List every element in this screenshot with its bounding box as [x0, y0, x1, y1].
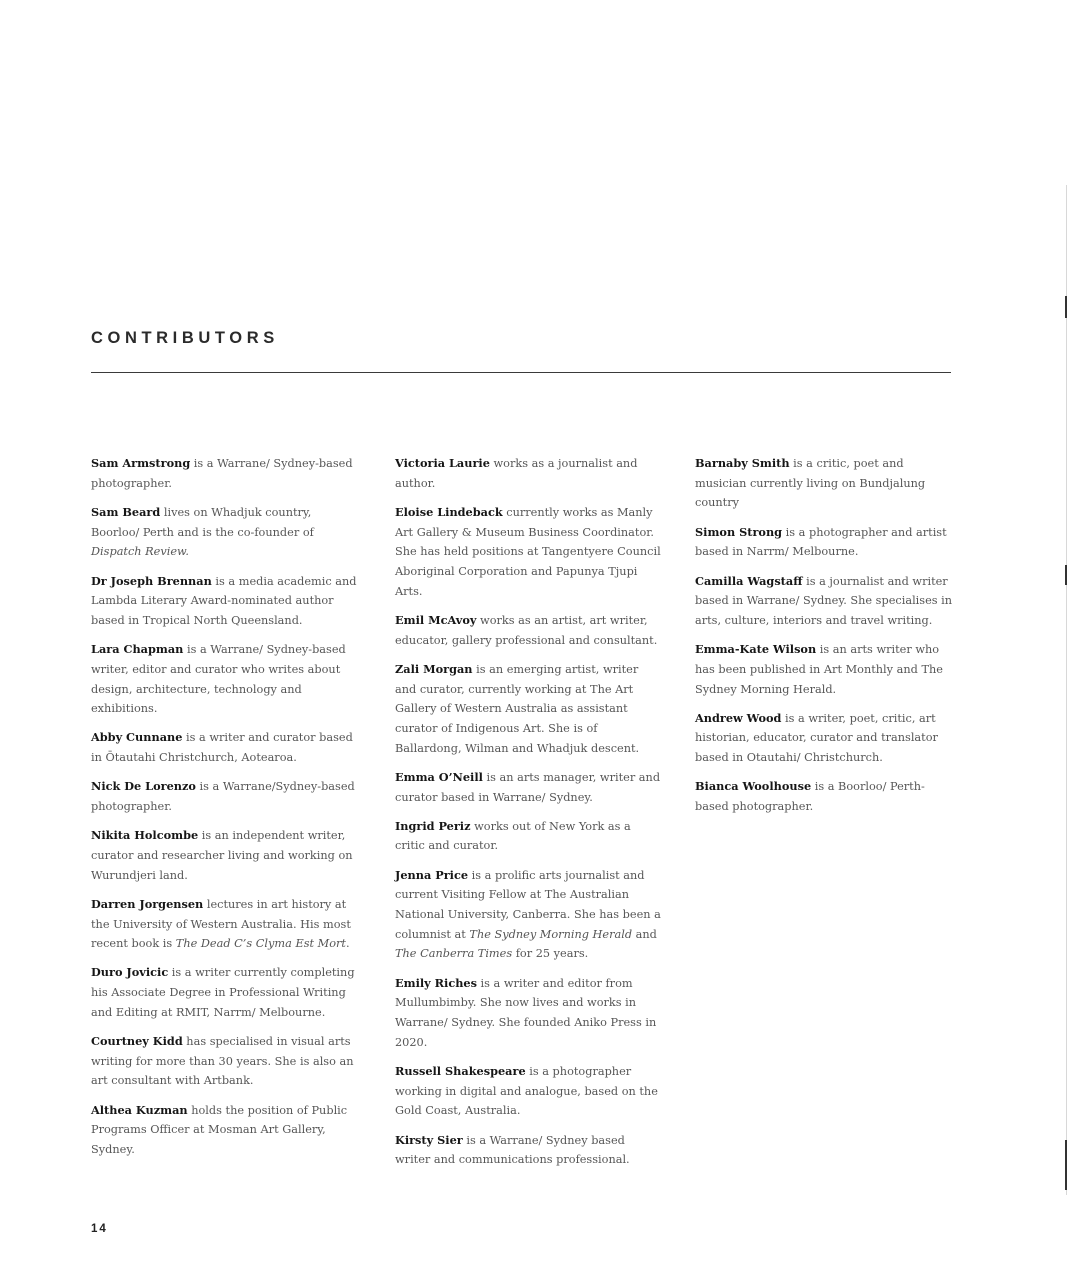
contributor-bio: has specialised in visual arts writing for more than 30 years. She is also an art consultant with Artbank. — [91, 1035, 354, 1088]
contributor-bio: is a writer currently completing his Associate Degree in Professional Writing and Editing at RMIT, Narrm/ Melbourne. — [91, 966, 355, 1019]
contributor-entry — [395, 660, 663, 759]
contributor-bio: holds the position of Public Programs Officer at Mosman Art Gallery, Sydney. — [91, 1103, 348, 1157]
contributor-entry — [91, 640, 363, 719]
contributor-name: Courtney Kidd — [91, 1034, 183, 1049]
contributor-bio-italic: Dispatch Review. — [91, 545, 189, 559]
contributor-bio: is a prolific arts journalist and current Visiting Fellow at The Australian National University, Canberra. She has been a columnist at — [395, 868, 661, 941]
contributor-bio: . — [345, 937, 350, 951]
contributor-entry — [395, 1131, 663, 1170]
contributor-entry — [91, 572, 363, 631]
contributor-name: Jenna Price — [395, 867, 469, 882]
contributor-entry — [91, 895, 363, 954]
contributor-entry — [91, 454, 363, 493]
contributor-bio: is a media academic and Lambda Literary Award-nominated author based in Tropical North Queensland. — [91, 574, 357, 627]
contributor-bio: for 25 years. — [512, 947, 589, 961]
contributor-entry — [695, 777, 957, 816]
contributor-name: Eloise Lindeback — [395, 504, 503, 519]
page-title: CONTRIBUTORS — [91, 329, 279, 347]
contributor-name: Emma-Kate Wilson — [695, 642, 817, 657]
contributor-entry — [695, 640, 957, 699]
contributor-name: Simon Strong — [695, 524, 783, 539]
contributor-name: Sam Beard — [91, 504, 161, 519]
contributor-bio: is a Warrane/ Sydney-based photographer. — [91, 457, 353, 490]
contributor-bio: is a journalist and writer based in Warrane/ Sydney. She specialises in arts, culture, interiors and travel writing. — [695, 574, 953, 627]
contributor-bio: currently works as Manly Art Gallery & Museum Business Coordinator. She has held positions at Tangentyere Council Aboriginal Corporation and Papunya Tjupi Arts. — [395, 505, 661, 598]
contributor-name: Abby Cunnane — [91, 730, 183, 745]
contributor-bio: is a photographer working in digital and analogue, based on the Gold Coast, Australia. — [395, 1064, 658, 1118]
contributor-bio: is a writer and curator based in Ōtautahi Christchurch, Aotearoa. — [91, 731, 353, 765]
contributor-entry — [91, 1032, 363, 1091]
contributor-name: Bianca Woolhouse — [695, 779, 812, 794]
contributor-entry — [695, 709, 957, 768]
contributor-bio-italic: The Dead C’s Clyma Est Mort — [175, 937, 346, 951]
contributor-bio: is a writer and editor from Mullumbimby. She now lives and works in Warrane/ Sydney. She founded Aniko Press in 2020. — [395, 976, 657, 1049]
contributor-bio: lives on Whadjuk country, Boorloo/ Perth and is the co-founder of — [91, 505, 314, 539]
contributor-entry — [91, 826, 363, 885]
contributor-bio: is an arts manager, writer and curator based in Warrane/ Sydney. — [395, 770, 661, 804]
contributor-entry — [695, 572, 957, 631]
contributor-bio: is an arts writer who has been published in Art Monthly and The Sydney Morning Herald. — [695, 643, 943, 696]
contributor-name: Ingrid Periz — [395, 818, 471, 833]
contributor-entry — [395, 974, 663, 1053]
contributor-bio: and — [632, 927, 657, 941]
contributor-name: Sam Armstrong — [91, 456, 191, 470]
contributor-name: Zali Morgan — [395, 661, 473, 676]
contributor-name: Duro Jovicic — [91, 965, 169, 980]
contributor-entry — [695, 523, 957, 562]
contributor-name: Emil McAvoy — [395, 612, 477, 627]
contributor-bio: lectures in art history at the University of Western Australia. His most recent book is — [91, 897, 351, 951]
contributor-bio: is a Warrane/ Sydney based writer and communications professional. — [395, 1133, 630, 1167]
contributor-name: Nick De Lorenzo — [91, 779, 196, 794]
contributor-entry — [91, 777, 363, 816]
contributors-column-3 — [695, 454, 957, 826]
contributor-bio-italic: The Sydney Morning Herald — [469, 927, 633, 941]
contributor-name: Emily Riches — [395, 975, 477, 990]
contributor-entry — [695, 454, 957, 513]
contributor-bio: is a Warrane/ Sydney-based writer, editor and curator who writes about design, architecture, technology and exhibitions. — [91, 643, 346, 716]
contributor-name: Nikita Holcombe — [91, 828, 199, 843]
contributor-name: Dr Joseph Brennan — [91, 573, 212, 588]
contributor-bio: works as an artist, art writer, educator, gallery professional and consultant. — [395, 613, 658, 647]
contributor-name: Russell Shakespeare — [395, 1063, 526, 1078]
contributor-entry — [91, 1101, 363, 1160]
page-number: 14 — [91, 1223, 108, 1235]
contributor-bio-italic: The Canberra Times — [395, 947, 513, 961]
contributor-bio: is a critic, poet and musician currently living on Bundjalung country — [695, 457, 926, 510]
contributor-bio: is a writer, poet, critic, art historian, educator, curator and translator based in Otautahi/ Christchurch. — [695, 711, 938, 765]
contributor-name: Darren Jorgensen — [91, 896, 204, 911]
contributor-name: Althea Kuzman — [91, 1102, 188, 1117]
contributor-entry — [395, 611, 663, 650]
contributor-entry — [395, 817, 663, 856]
contributor-entry — [395, 1062, 663, 1121]
contributors-column-1 — [91, 454, 363, 1169]
contributor-entry — [395, 866, 663, 965]
contributor-bio: is a photographer and artist based in Narrm/ Melbourne. — [695, 525, 947, 559]
contributors-column-2 — [395, 454, 663, 1180]
contributor-bio: is an emerging artist, writer and curator, currently working at The Art Gallery of Western Australia as assistant curator of Indigenous Art. She is of Ballardong, Wilman and Whadjuk descent. — [395, 662, 640, 755]
contributor-name: Camilla Wagstaff — [695, 573, 803, 588]
contributor-entry — [91, 728, 363, 767]
contributor-name: Kirsty Sier — [395, 1132, 463, 1147]
contributor-entry — [395, 454, 663, 493]
title-divider — [91, 372, 951, 373]
contributor-entry — [395, 503, 663, 602]
contributor-entry — [91, 963, 363, 1022]
contributor-name: Andrew Wood — [695, 710, 782, 725]
contributor-name: Emma O’Neill — [395, 769, 483, 784]
contributor-bio: is a Boorloo/ Perth-based photographer. — [695, 780, 925, 814]
contributor-bio: works out of New York as a critic and curator. — [395, 819, 631, 853]
contributor-bio: is a Warrane/Sydney-based photographer. — [91, 780, 355, 814]
contributor-name: Barnaby Smith — [695, 456, 790, 470]
contributor-entry — [395, 768, 663, 807]
contributor-bio: works as a journalist and author. — [395, 457, 638, 490]
contributor-bio: is an independent writer, curator and researcher living and working on Wurundjeri land. — [91, 829, 353, 882]
contributor-name: Victoria Laurie — [395, 456, 490, 470]
contributor-entry — [91, 503, 363, 562]
contributor-name: Lara Chapman — [91, 642, 184, 657]
